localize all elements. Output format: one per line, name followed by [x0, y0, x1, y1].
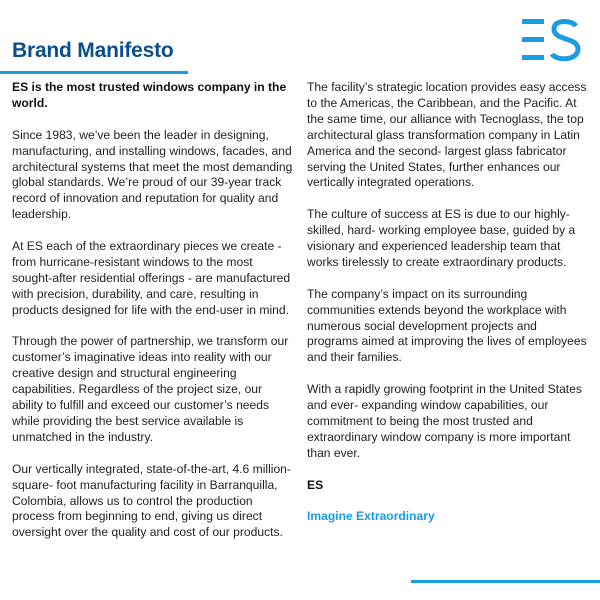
left-column [12, 80, 294, 557]
title-underline [0, 71, 188, 74]
paragraph-facility: Our vertically integrated, state-of-the-art, 4.6 million-square- foot manufacturing facility in Barranquilla, Colombia, allows us to control the production process from beginning to end, giving us direct oversight over the quality and cost of our products. [12, 461, 291, 540]
paragraph-location: The facility’s strategic location provides easy access to the Americas, the Caribbean, and the Pacific. At the same time, our alliance with Tecnoglass, the top architectural glass transformation company in Latin America and the second- largest glass fabricator serving the United States, further enhances our vertically integrated operations. [307, 80, 587, 190]
paragraph-partnership: Through the power of partnership, we transform our customer’s imaginative ideas into reality with our creative design and structural engineering capabilities. Regardless of the project size, our ability to fulfill and exceed our customer’s needs while providing the best service available is unmatched in the industry. [12, 334, 289, 444]
paragraph-craftsmanship: At ES each of the extraordinary pieces we create - from hurricane-resistant windows to the most sought-after residential offerings - are manufactured with precision, durability, and care, resulting in products designed for life with the end-user in mind. [12, 239, 291, 317]
es-logo [520, 17, 582, 63]
paragraph-community: The company’s impact on its surrounding communities extends beyond the workplace with numerous social development projects and programs aimed at improving the lives of employees and their families. [307, 286, 587, 365]
page-title: Brand Manifesto [12, 39, 174, 62]
paragraph-history: Since 1983, we’ve been the leader in designing, manufacturing, and installing windows, facades, and architectural systems that meet the most demanding global standards. We’re proud of our 39-year track record of innovation and reputation for quality and leadership. [12, 127, 293, 222]
footer-accent-line [411, 580, 600, 583]
signature-tagline: Imagine Extraordinary [307, 509, 435, 524]
paragraph-culture: The culture of success at ES is due to our highly-skilled, hard- working employee base, guided by a visionary and experienced leadership team that works tirelessly to create extraordinary products. [307, 207, 576, 269]
signature-name: ES [307, 477, 324, 492]
paragraph-growth: With a rapidly growing footprint in the United States and ever- expanding window capabilities, our commitment to being the most trusted and extraordinary window company is more important than ever. [307, 382, 582, 460]
lead-statement: ES is the most trusted windows company in the world. [12, 80, 287, 110]
right-column [307, 80, 587, 541]
